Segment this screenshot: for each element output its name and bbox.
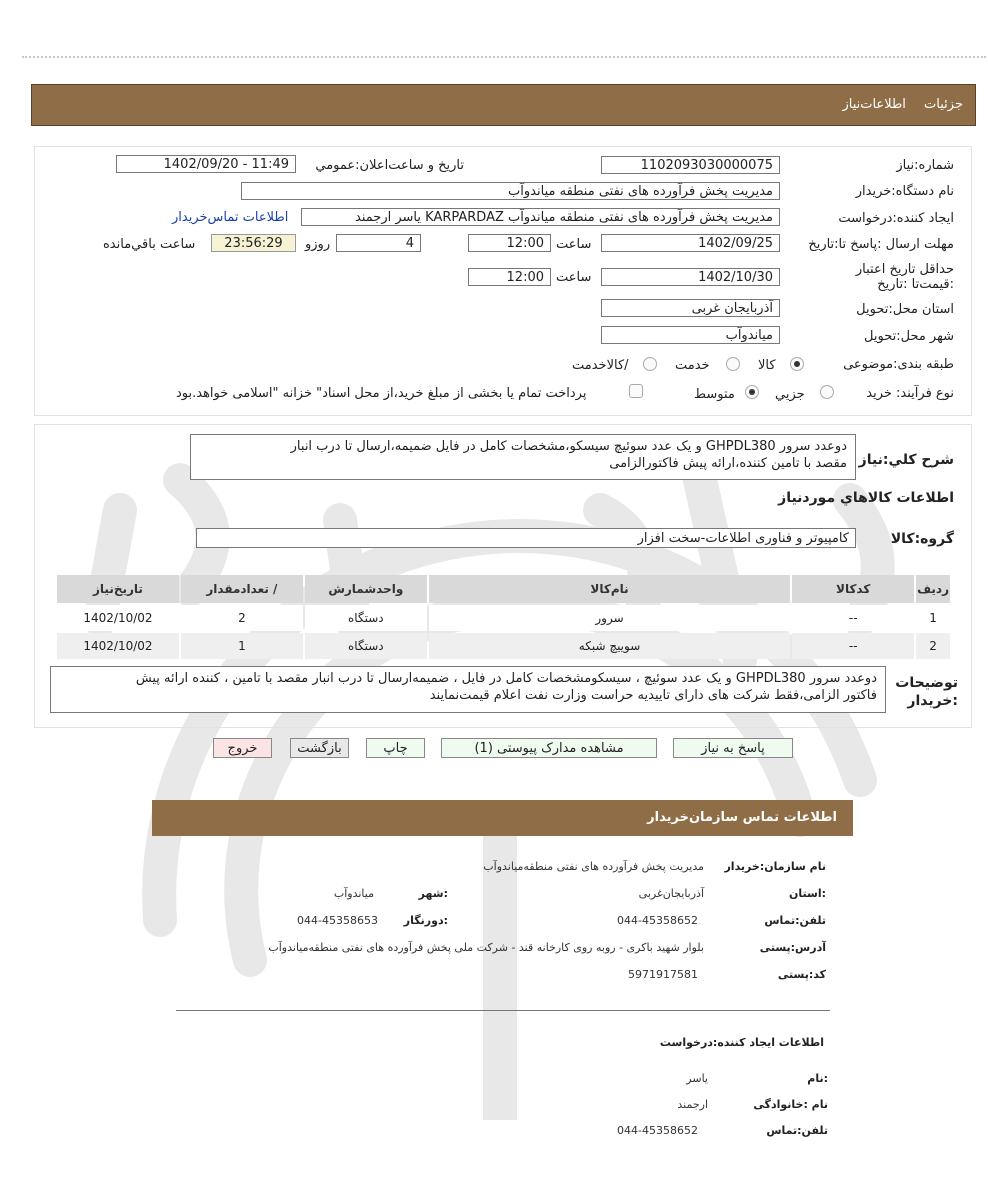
- breadcrumb: [828, 97, 963, 112]
- contact-city-label: :شهر: [418, 887, 448, 900]
- table-header-row: [57, 575, 950, 603]
- category-both-radio[interactable]: [643, 357, 657, 371]
- treasury-note: پرداخت تمام يا بخشى از مبلغ خريد،از محل اسناد" خزانه "اسلامى خواهد.بود: [176, 386, 587, 401]
- goods-table: [55, 573, 952, 661]
- contact-divider: [176, 1010, 830, 1011]
- buyer-notes-line2: فاکتور الزامی،فقط شرکت های دارای تاییدیه حراست وزارت نفت اعلام قیمت‌نمایند: [429, 688, 877, 703]
- buyer-org-field: مديريت پخش فرآورده هاى نفتى منطقه مياندوآب: [241, 182, 780, 200]
- cell-code: --: [792, 605, 914, 631]
- contact-fax-label: :دورنگار: [403, 914, 448, 927]
- reply-button[interactable]: پاسخ به نياز: [673, 738, 793, 758]
- contact-city: مياندوآب: [333, 887, 374, 900]
- description-line1: دوعدد سرور GHPDL380 و یک عدد سوئیچ سیسکو،مشخصات کامل در فایل ضمیمه،ارسال تا درب انبار: [290, 439, 847, 454]
- top-divider: [22, 56, 986, 58]
- creator-phone: 044-45358652: [617, 1124, 698, 1137]
- description-line2: مقصد با تامین کننده،ارائه پیش فاکتورالزامی: [609, 456, 847, 471]
- cell-qty: 1: [181, 633, 303, 659]
- cell-name: سوييچ شبکه: [429, 633, 790, 659]
- cell-code: --: [792, 633, 914, 659]
- announce-field: 1402/09/20 - 11:49: [116, 155, 296, 173]
- col-code: کدکالا: [792, 575, 914, 603]
- description-box: [190, 434, 856, 480]
- cell-name: سرور: [429, 605, 790, 631]
- buyer-contact-link[interactable]: اطلاعات تماس‌خريدار: [172, 210, 289, 225]
- creator-field: مديريت پخش فرآورده هاى نفتى منطقه مياندوآب KARPARDAZ ياسر ارجمند: [301, 208, 780, 226]
- table-row: [57, 633, 950, 659]
- city-label: شهر محل:تحويل: [864, 329, 954, 344]
- col-unit: واحدشمارش: [305, 575, 427, 603]
- back-button[interactable]: بازگشت: [290, 738, 349, 758]
- col-date: تاريخ‌نياز: [57, 575, 179, 603]
- goods-group-label: گروه:کالا: [890, 531, 954, 547]
- buyer-notes-box: [50, 666, 886, 713]
- page-header: [31, 84, 976, 126]
- category-goods-label: کالا: [758, 358, 776, 373]
- contact-org-label: نام سازمان:خريدار: [724, 860, 826, 873]
- breadcrumb-need-info[interactable]: اطلاعات‌نياز: [842, 97, 906, 112]
- contact-province-label: :استان: [789, 887, 826, 900]
- buyer-notes-label-line1: توضيحات: [895, 675, 958, 691]
- deadline-time-label: ساعت: [556, 237, 592, 252]
- buyer-org-label: نام دستگاه:خريدار: [855, 184, 954, 199]
- buyer-notes-line1: دوعدد سرور GHPDL380 و یک عدد سوئیچ ، سیسکومشخصات کامل در فایل ، ضمیمه‌ارسال تا درب انبار مقصد با تامین ، کننده ارائه پیش: [135, 671, 877, 686]
- contact-phone-label: تلفن:تماس: [764, 914, 826, 927]
- need-number-label: شماره:نياز: [896, 158, 954, 173]
- creator-label: ايجاد کننده:درخواست: [838, 211, 954, 226]
- cell-row: 1: [916, 605, 950, 631]
- col-row: رديف: [916, 575, 950, 603]
- exit-button[interactable]: خروج: [213, 738, 272, 758]
- cell-row: 2: [916, 633, 950, 659]
- contact-province: آذربايجان‌غربى: [638, 887, 704, 900]
- process-label: نوع فرآيند: خريد: [866, 386, 954, 401]
- creator-name-label: :نام: [807, 1072, 828, 1085]
- col-qty: / تعدادمقدار: [181, 575, 303, 603]
- remaining-label: ساعت باقي‌مانده: [103, 237, 196, 252]
- validity-label: حداقل تاريخ اعتبار :قيمت‌تا :تاريخ: [855, 262, 954, 292]
- contact-postal: 5971917581: [628, 968, 698, 981]
- days-label: روزو: [305, 237, 331, 252]
- process-partial-radio[interactable]: [820, 385, 834, 399]
- contact-title: اطلاعات تماس سازمان‌خريدار: [647, 810, 837, 825]
- category-both-label: /کالاخدمت: [572, 358, 629, 373]
- description-label: شرح کلي:نياز: [858, 452, 954, 468]
- col-name: نام‌کالا: [429, 575, 790, 603]
- contact-phone: 044-45358652: [617, 914, 698, 927]
- cell-date: 1402/10/02: [57, 605, 179, 631]
- category-goods-radio[interactable]: [790, 357, 804, 371]
- cell-qty: 2: [181, 605, 303, 631]
- cell-unit: دستگاه: [305, 633, 427, 659]
- goods-info-title: اطلاعات کالاهاي مورد‌نياز: [778, 490, 954, 506]
- contact-address-label: آدرس:پستى: [759, 941, 826, 954]
- attachments-button[interactable]: مشاهده مدارک پيوستى (1): [441, 738, 657, 758]
- print-button[interactable]: چاپ: [366, 738, 425, 758]
- table-row: [57, 605, 950, 631]
- creator-family: ارجمند: [677, 1098, 708, 1111]
- cell-unit: دستگاه: [305, 605, 427, 631]
- cell-date: 1402/10/02: [57, 633, 179, 659]
- need-number-field: 1102093030000075: [601, 156, 780, 174]
- validity-time-field: 12:00: [468, 268, 551, 286]
- contact-address: بلوار شهيد باکرى - روبه روى کارخانه قند - شرکت ملى پخش فرآورده هاى نفتى منطقه‌مياندوآب: [268, 941, 704, 954]
- contact-header: [152, 800, 853, 836]
- province-label: استان محل:تحويل: [856, 302, 954, 317]
- category-label: طبقه بندى:موضوعى: [843, 357, 954, 372]
- deadline-label: مهلت ارسال :پاسخ تا:تاريخ: [808, 237, 954, 252]
- buyer-notes-label: [895, 674, 958, 710]
- deadline-date-field: 1402/09/25: [601, 234, 780, 252]
- creator-family-label: نام :خانوادگى: [753, 1098, 828, 1111]
- contact-postal-label: کد:پستى: [777, 968, 826, 981]
- category-service-radio[interactable]: [726, 357, 740, 371]
- validity-date-field: 1402/10/30: [601, 268, 780, 286]
- creator-name: ياسر: [686, 1072, 708, 1085]
- province-field: آذربايجان غربى: [601, 299, 780, 317]
- announce-label: تاريخ و ساعت‌اعلان:عمومي: [315, 158, 464, 173]
- contact-fax: 044-45358653: [297, 914, 378, 927]
- process-partial-label: جزيي: [775, 387, 805, 402]
- city-field: مياندوآب: [601, 326, 780, 344]
- category-service-label: خدمت: [675, 358, 710, 373]
- validity-time-label: ساعت: [556, 270, 592, 285]
- process-medium-radio[interactable]: [745, 385, 759, 399]
- contact-org: مديريت پخش فرآورده هاى نفتى منطقه‌مياندوآب: [483, 860, 704, 873]
- days-field: 4: [336, 234, 421, 252]
- process-medium-label: متوسط: [694, 387, 735, 402]
- deadline-time-field: 12:00: [468, 234, 551, 252]
- creator-phone-label: تلفن:تماس: [766, 1124, 828, 1137]
- creator-info-title: اطلاعات ايجاد کننده:درخواست: [659, 1036, 824, 1049]
- remaining-timer: 23:56:29: [211, 234, 296, 252]
- breadcrumb-details[interactable]: جزئيات: [924, 97, 963, 112]
- treasury-checkbox[interactable]: [629, 384, 643, 398]
- buyer-notes-label-line2: :خريدار: [907, 693, 958, 709]
- goods-group-field: کامپيوتر و فناوری اطلاعات-سخت افزار: [196, 528, 856, 548]
